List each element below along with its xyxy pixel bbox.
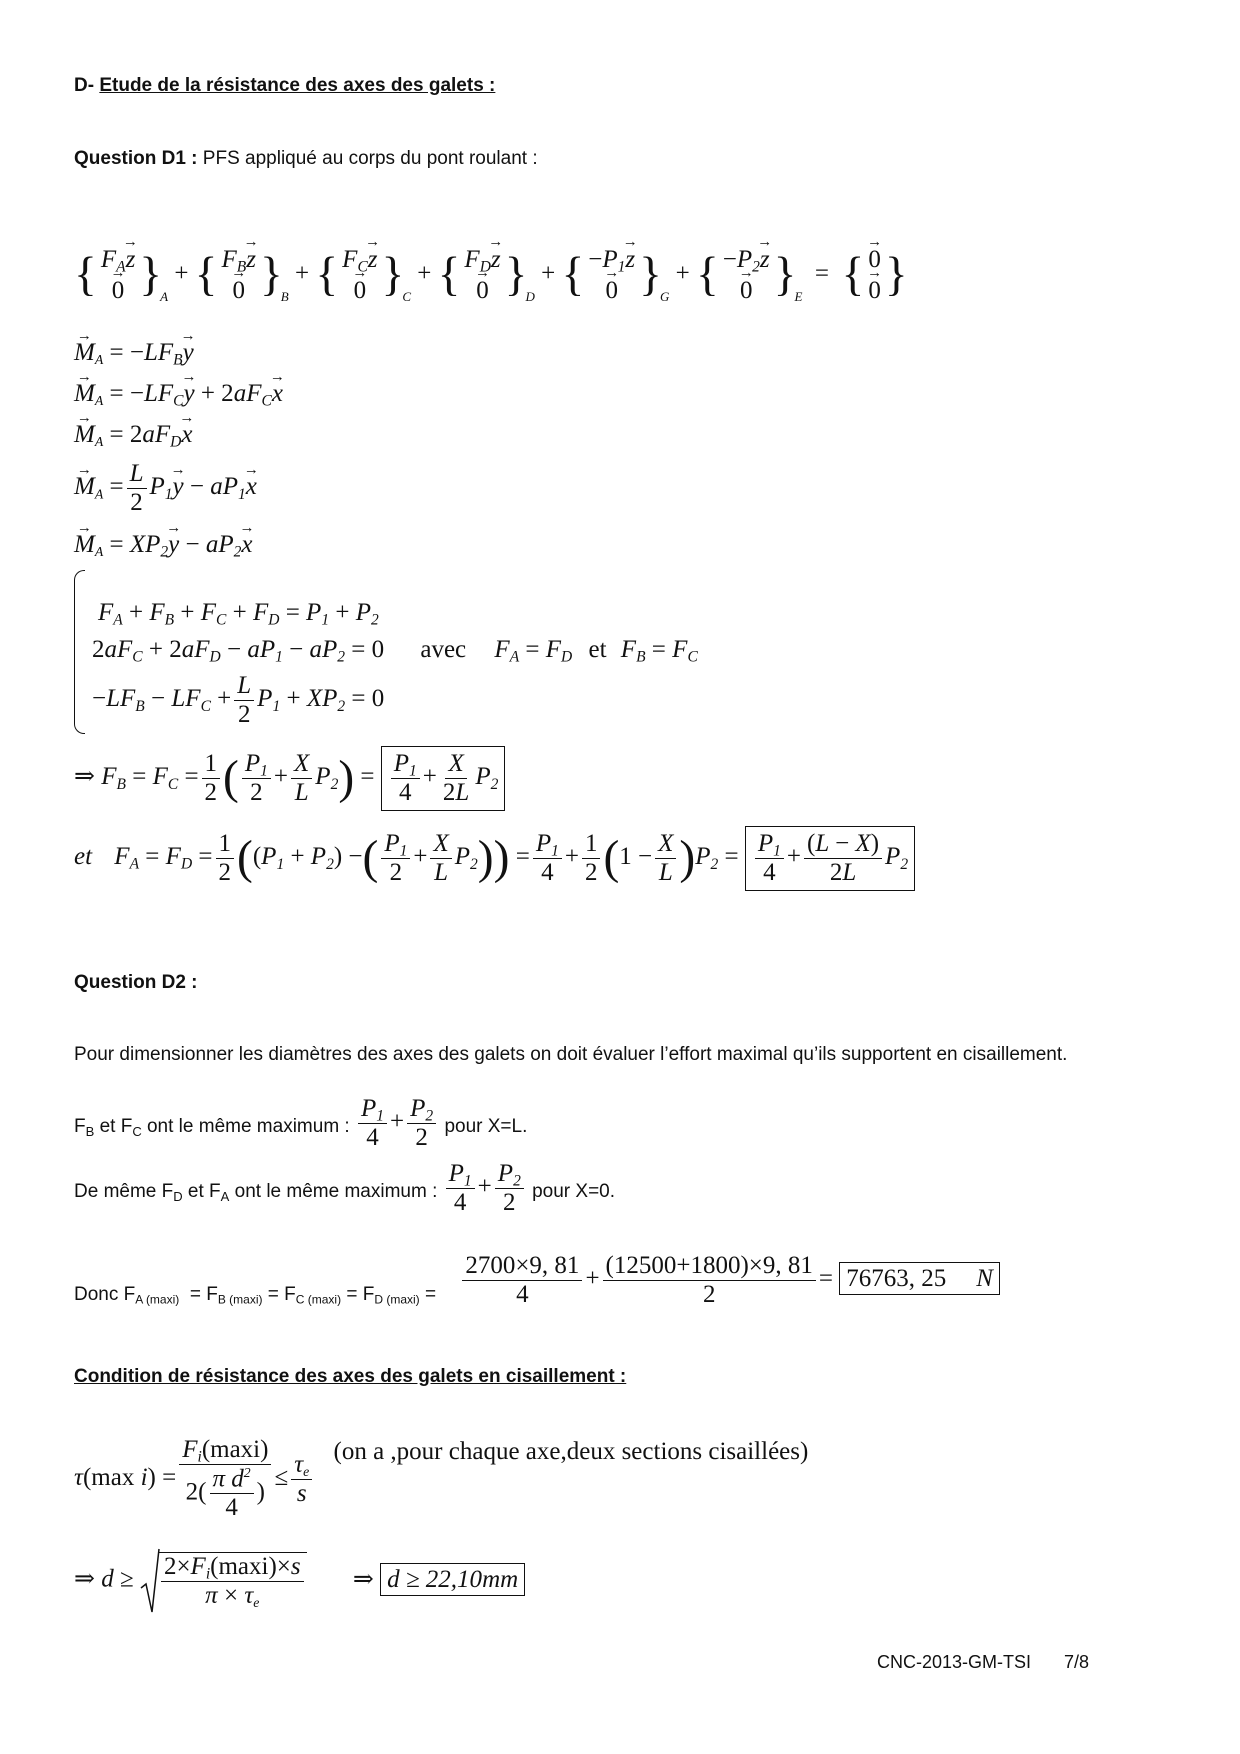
diameter-result: d ≥ 22,10 (387, 1565, 483, 1593)
donc-line: Donc $F_{A (maxi)} = F_{B (maxi)} = F_{C (maxi)} = F_{D (maxi)}$ = $\frac{2700\times 9, 81}{4}$ + $\frac{(12500+1800)\times 9, 81}{2}$ = 76763, 25 N (74, 1252, 1000, 1309)
max-line2-mid: ont le même maximum : (234, 1181, 438, 1203)
result-fa-fd: et $F_A = F_D$ = $\frac{1}{2}$ ($(P_1 + P_2)$ −( $\frac{P_1}{2}$ + $\frac{X}{L}$ $P_2$)) = $\frac{P_1}{4}$ + $\frac{1}{2}$ (1 − $\frac{X}{L}$ )$P_2$ = $\frac{P_1}{4}$ + $\frac{(L - X)}{2L}$ $P_2$ (74, 826, 915, 891)
donc-num1: 2700×9, 81 (462, 1252, 582, 1281)
shear-maxi: (maxi) (201, 1436, 269, 1463)
diameter-unit: mm (482, 1565, 519, 1593)
donc-result-box (839, 1262, 1000, 1295)
max-line1-mid: ont le même maximum : (146, 1116, 350, 1138)
moment-line-1: → $M_A = -LF_B\to y$ (74, 340, 194, 365)
max-line1-and: et (99, 1116, 116, 1138)
condition-heading: Condition de résistance des axes des galets en cisaillement : (74, 1366, 627, 1387)
system-line-2: $2aF_C + 2aF_D - aP_1 - aP_2 = 0$ avec $F_A = F_D$ et $F_B = F_C$ (92, 636, 698, 666)
et-italic-word: et (74, 843, 93, 871)
max-line2-start: De même (74, 1181, 157, 1203)
donc-word: Donc (74, 1284, 119, 1306)
section-heading (74, 75, 495, 97)
footer-ref: CNC-2013-GM-TSI (877, 1652, 1032, 1672)
torsor-equation: { $F_A\to z$ → 0 }$_A$ + { $F_B\to z$ → 0 }$_B$ + { $F_C\to z$ → 0 }$_C$ + { $F_D\to z$ → 0 }$_D$ + { $-P_1\to z$ → 0 }$_G$ + { $-P_2\to z$ → 0 }$_E$ = { → 0 → 0 } (74, 244, 908, 307)
footer (877, 1652, 1089, 1673)
system-line-1: $F_A + F_B + F_C + F_D = P_1 + P_2$ (98, 599, 379, 629)
moment-line-2: → $M_A = -LF_C\to y + 2aF_C\to x$ (74, 381, 283, 406)
max-line-fd-fa: De même $F_D$ et $F_A$ ont le même maximum : $\frac{P_1}{4}$ + $\frac{P_2}{2}$ pour X=0. (74, 1160, 616, 1216)
max-line1-end: pour X=L. (444, 1116, 528, 1138)
avec-word: avec (420, 636, 467, 663)
moment-line-3: → $M_A = 2aF_D\to x$ (74, 422, 192, 447)
system-brace (74, 570, 85, 734)
moment-line-5: → $M_A = XP_2\to y - aP_2\to x$ (74, 532, 253, 557)
question-d1-label: Question D1 : (74, 148, 198, 169)
boxed-result-fa: $\frac{P_1}{4}$ + $\frac{(L - X)}{2L}$ $P_2$ (745, 826, 915, 891)
diameter-result-box (380, 1563, 525, 1596)
et-word: et (588, 636, 607, 663)
shear-note: (on a ,pour chaque axe,deux sections cisaillées) (333, 1437, 809, 1465)
max-line2-end: pour X=0. (532, 1181, 616, 1203)
footer-page: 7/8 (1064, 1652, 1090, 1672)
question-d2-intro: Pour dimensionner les diamètres des axes des galets on doit évaluer l’effort maximal qu’ils supportent en cisaillement. (74, 1044, 1068, 1065)
system-line-3: $-LF_B - LF_C$ + $\frac{L}{2}$ $P_1 + XP_2 = 0$ (92, 672, 385, 728)
max-line-fb-fc: $F_B$ et $F_C$ ont le même maximum : $\frac{P_1}{4}$ + $\frac{P_2}{2}$ pour X=L. (74, 1095, 528, 1151)
moment-line-4: → $M_A$ = $\frac{L}{2}$ $P_1\to y - aP_1\to x$ (74, 460, 257, 517)
boxed-result-fb: $\frac{P_1}{4}$ + $\frac{X}{2L}$ $P_2$ (381, 746, 506, 811)
donc-result: 76763, 25 (846, 1265, 947, 1293)
sqrt-sign (140, 1548, 160, 1614)
donc-num2: (12500+1800)×9, 81 (603, 1252, 816, 1281)
max-line2-and: et (187, 1181, 204, 1203)
donc-unit: N (976, 1265, 993, 1293)
result-fb-fc: ⇒ $F_B = F_C$ = $\frac{1}{2}$ ( $\frac{P_1}{2}$ + $\frac{X}{L}$ $P_2$) = $\frac{P_1}{4}$ + $\frac{X}{2L}$ $P_2$ (74, 746, 505, 811)
section-title: Etude de la résistance des axes des galets : (99, 75, 496, 96)
question-d1-text: PFS appliqué au corps du pont roulant : (202, 148, 538, 169)
question-d2-label: Question D2 : (74, 972, 198, 993)
question-d1 (74, 148, 538, 170)
diameter-inequality: ⇒ d ≥ $\frac{2\times F_i(\max i)\times s}{\pi \times \tau_e}$ ⇒ d ≥ 22,10mm (74, 1548, 525, 1614)
section-prefix: D- (74, 75, 95, 96)
shear-formula: τ(max i) = $F_i(\max i)$ 2( $\frac{\pi d^2}{4}$ ) ≤ $\frac{\tau_e}{s}$ (on a ,pour chaque axe,deux sections cisaillées) (74, 1436, 809, 1522)
donc-den2: 2 (702, 1281, 716, 1308)
donc-den1: 4 (516, 1281, 529, 1308)
